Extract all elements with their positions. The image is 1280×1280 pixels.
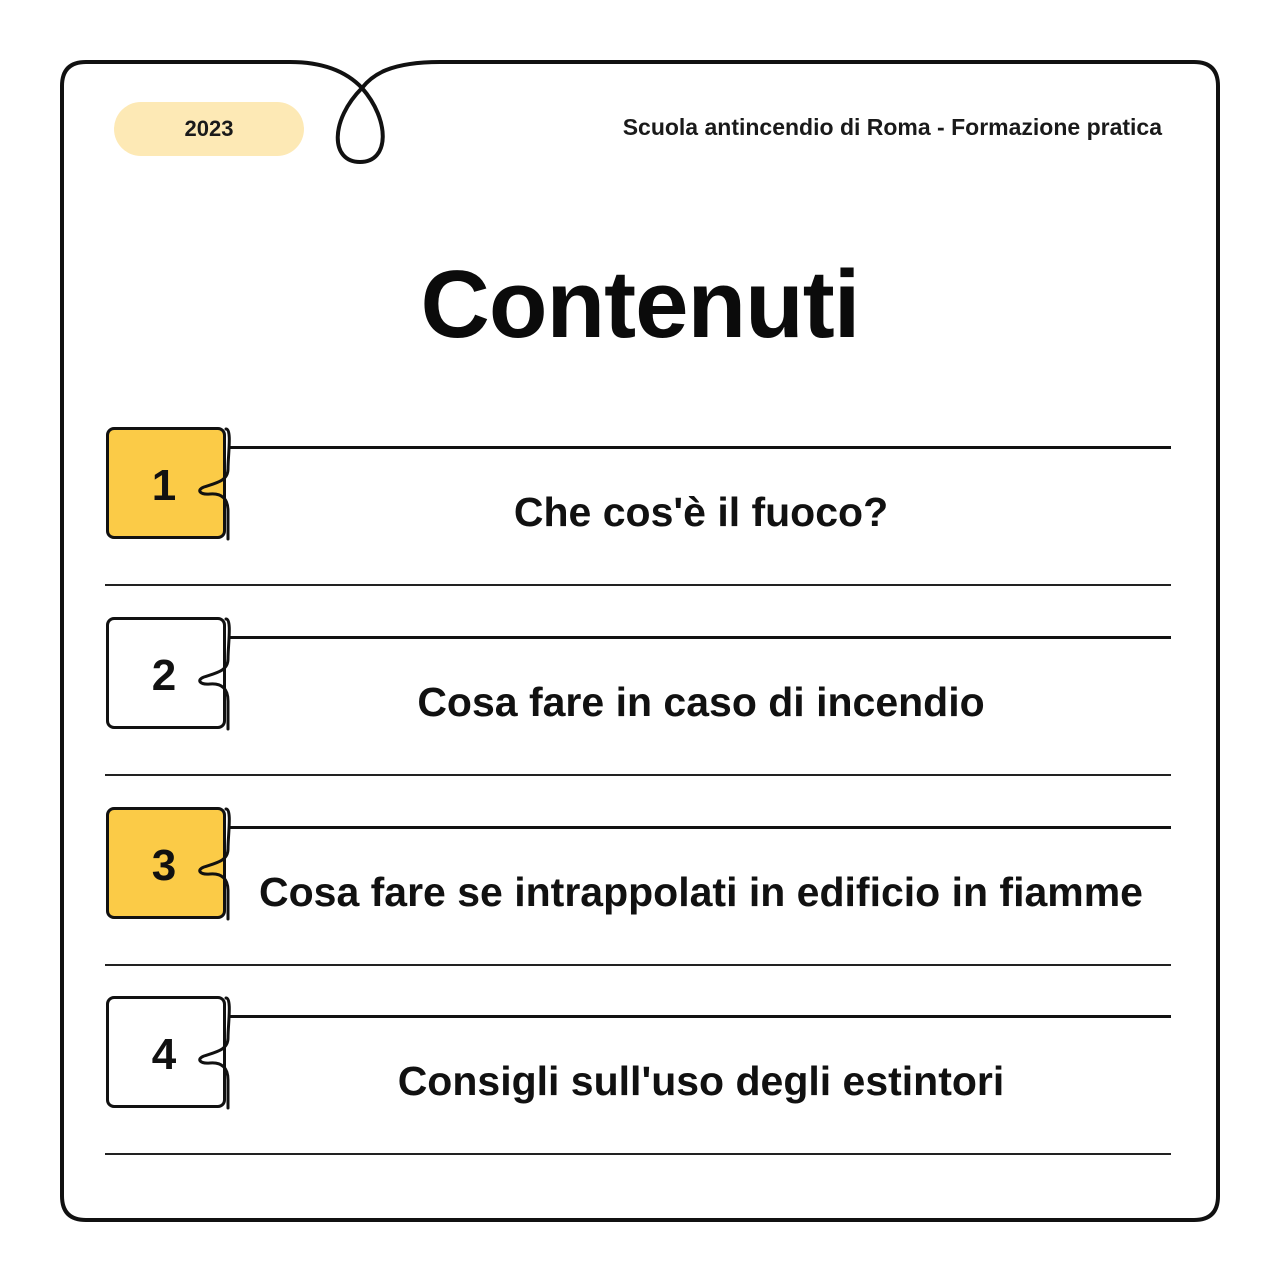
loop-connector-icon — [106, 427, 246, 547]
item-label: Che cos'è il fuoco? — [513, 489, 889, 535]
divider-bottom — [105, 774, 1171, 776]
divider-bottom — [105, 964, 1171, 966]
divider-top — [229, 826, 1171, 829]
item-number: 3 — [151, 841, 177, 890]
toc-item-3[interactable] — [0, 807, 1280, 997]
item-label: Consigli sull'uso degli estintori — [397, 1058, 1005, 1104]
school-name: Scuola antincendio di Roma - Formazione pratica — [622, 114, 1162, 140]
toc-item-4[interactable] — [0, 996, 1280, 1186]
item-number: 4 — [151, 1030, 177, 1079]
loop-connector-icon — [106, 807, 246, 927]
divider-top — [229, 446, 1171, 449]
year-badge: 2023 — [114, 102, 304, 156]
divider-top — [229, 1015, 1171, 1018]
item-label: Cosa fare in caso di incendio — [417, 679, 985, 725]
toc-item-1[interactable] — [0, 427, 1280, 617]
item-label: Cosa fare se intrappolati in edificio in fiamme — [259, 869, 1143, 915]
item-number: 1 — [151, 461, 177, 510]
divider-bottom — [105, 1153, 1171, 1155]
page-title: Contenuti — [420, 251, 860, 358]
toc-item-2[interactable] — [0, 617, 1280, 807]
item-number: 2 — [151, 651, 177, 700]
divider-bottom — [105, 584, 1171, 586]
loop-connector-icon — [106, 996, 246, 1116]
loop-connector-icon — [106, 617, 246, 737]
divider-top — [229, 636, 1171, 639]
